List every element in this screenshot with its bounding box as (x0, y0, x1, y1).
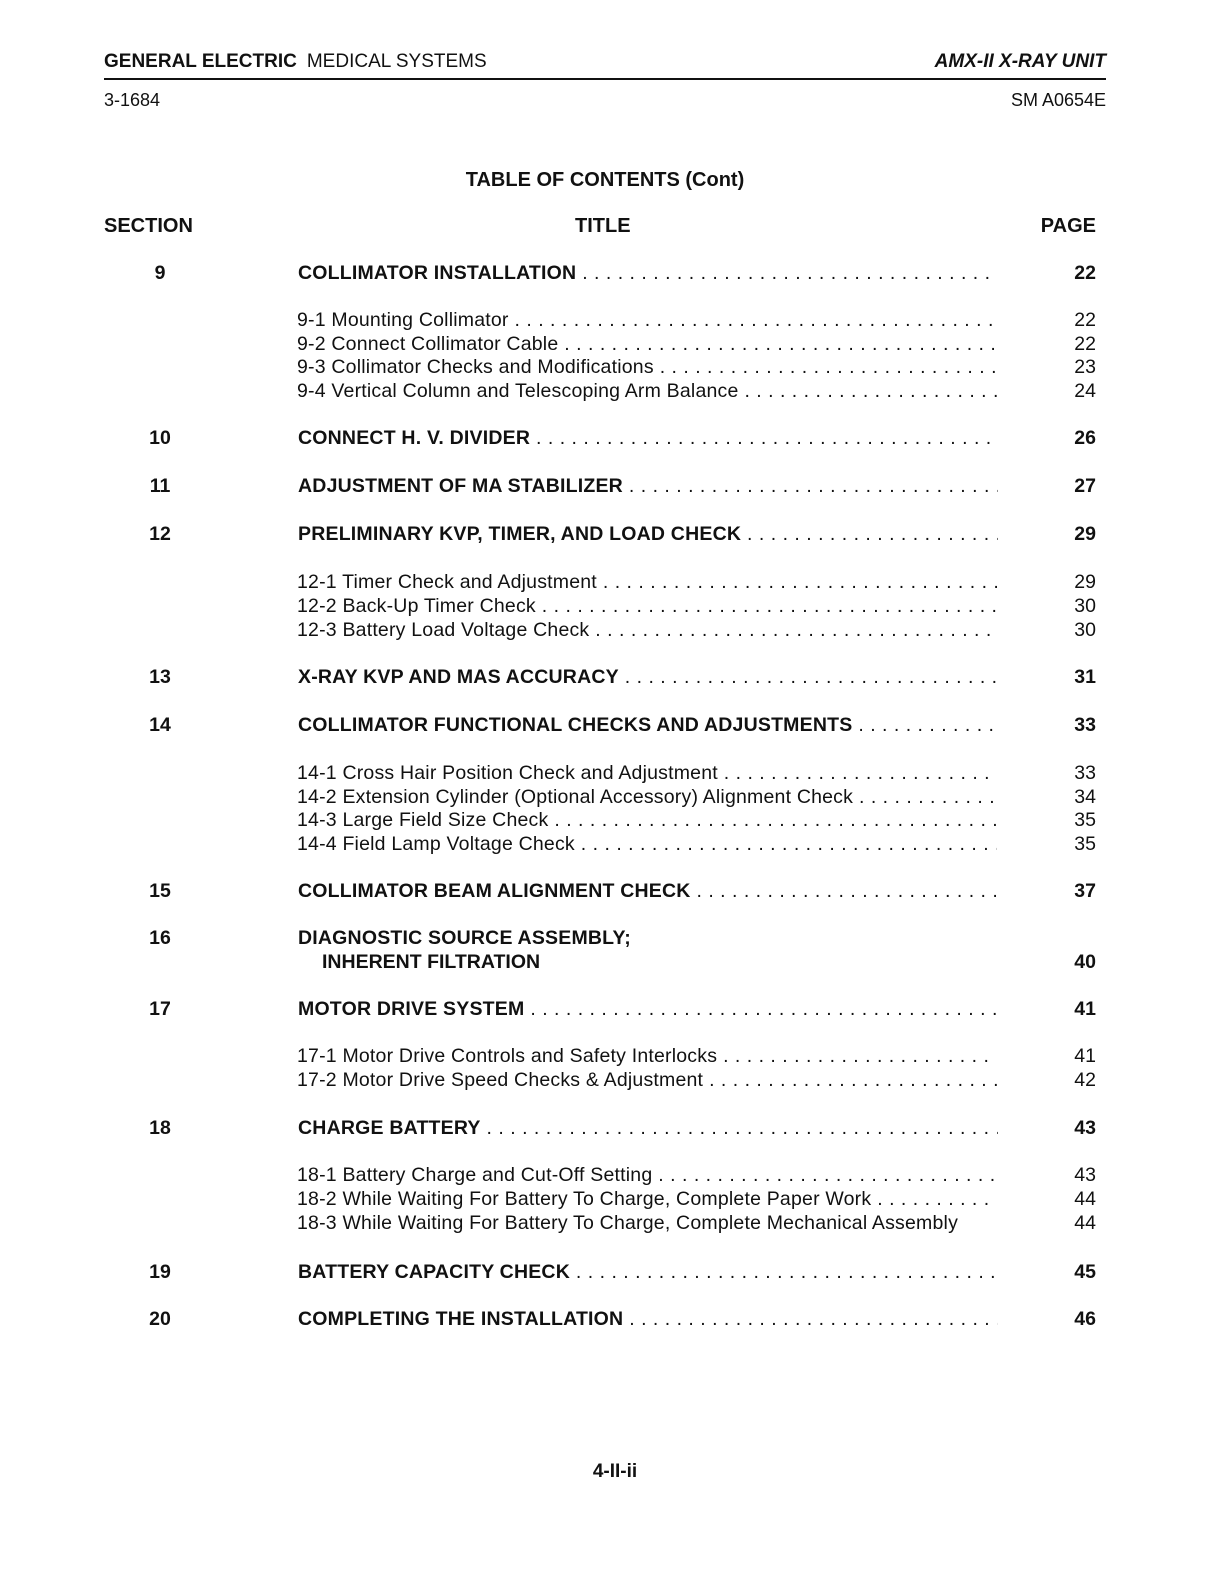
toc-section-row[interactable] (0, 880, 1224, 904)
section-number: 11 (149, 475, 171, 497)
subsection-title: 14-1 Cross Hair Position Check and Adjustment . . . (297, 762, 997, 784)
subsection-title: 18-3 While Waiting For Battery To Charge, Complete Mechanical Assembly (297, 1212, 959, 1234)
subsection-title: 17-1 Motor Drive Controls and Safety Interlocks . . . (297, 1045, 997, 1067)
toc-section-row[interactable] (0, 427, 1224, 451)
section-title: MOTOR DRIVE SYSTEM . . . (298, 998, 998, 1020)
section-number: 13 (149, 666, 171, 688)
page-number: 34 (1074, 786, 1096, 808)
page-number: 26 (1074, 427, 1096, 449)
page-number: 33 (1074, 714, 1096, 736)
toc-subsection-row[interactable] (0, 786, 1224, 810)
toc-section-row[interactable] (0, 1308, 1224, 1332)
doc-number: 3-1684 (104, 90, 161, 110)
section-number: 12 (149, 523, 171, 545)
page-number: 45 (1074, 1261, 1096, 1283)
page-number: 30 (1074, 619, 1096, 641)
product-name: AMX-II X-RAY UNIT (934, 51, 1106, 72)
toc-section-row[interactable] (0, 998, 1224, 1022)
section-number: 10 (149, 427, 171, 449)
toc-section-row[interactable] (0, 1261, 1224, 1285)
page-number: 23 (1074, 356, 1096, 378)
toc-title: TABLE OF CONTENTS (Cont) (465, 169, 745, 191)
section-title: COLLIMATOR FUNCTIONAL CHECKS AND ADJUSTMENTS . . . (298, 714, 998, 736)
toc-section-row[interactable] (0, 262, 1224, 286)
toc-subsection-row[interactable] (0, 762, 1224, 786)
header-company (104, 51, 487, 73)
subsection-title: 9-1 Mounting Collimator . . . (297, 309, 997, 331)
section-title: ADJUSTMENT OF MA STABILIZER . . . (298, 475, 998, 497)
toc-subsection-row[interactable] (0, 309, 1224, 333)
section-title: COLLIMATOR INSTALLATION . . . (298, 262, 998, 284)
subsection-title: 14-2 Extension Cylinder (Optional Accessory) Alignment Check . . . (297, 786, 997, 808)
section-number: 19 (149, 1261, 171, 1283)
subsection-title: 18-1 Battery Charge and Cut-Off Setting . . . (297, 1164, 997, 1186)
subsection-title: 14-4 Field Lamp Voltage Check . . . (297, 833, 997, 855)
subsection-title: 12-2 Back-Up Timer Check . . . (297, 595, 997, 617)
subsection-title: 9-4 Vertical Column and Telescoping Arm Balance . . . (297, 380, 997, 402)
section-title: X-RAY KVP AND MAS ACCURACY . . . (298, 666, 998, 688)
page-number: 22 (1074, 309, 1096, 331)
sm-number: SM A0654E (1010, 90, 1106, 110)
header-rule (104, 78, 1106, 80)
toc-section-row[interactable] (0, 927, 1224, 977)
page-number: 30 (1074, 595, 1096, 617)
toc-subsection-row[interactable] (0, 1164, 1224, 1188)
toc-section-row[interactable] (0, 714, 1224, 738)
subsection-title: 12-1 Timer Check and Adjustment . . . (297, 571, 997, 593)
page-number: 33 (1074, 762, 1096, 784)
subsection-title: 9-2 Connect Collimator Cable . . . (297, 333, 997, 355)
page-number: 41 (1074, 1045, 1096, 1067)
section-number: 16 (149, 927, 171, 949)
section-title: COMPLETING THE INSTALLATION . . . (298, 1308, 998, 1330)
page-number: 27 (1074, 475, 1096, 497)
page-number: 22 (1074, 333, 1096, 355)
page-number: 24 (1074, 380, 1096, 402)
toc-subsection-row[interactable] (0, 380, 1224, 404)
page-number: 35 (1074, 809, 1096, 831)
toc-subsection-row[interactable] (0, 1212, 1224, 1236)
page-number: 35 (1074, 833, 1096, 855)
toc-section-row[interactable] (0, 666, 1224, 690)
page-number: 43 (1074, 1117, 1096, 1139)
subsection-title: 14-3 Large Field Size Check . . . (297, 809, 997, 831)
page-number: 29 (1074, 571, 1096, 593)
page-number: 22 (1074, 262, 1096, 284)
page-number: 37 (1074, 880, 1096, 902)
toc-subsection-row[interactable] (0, 619, 1224, 643)
toc-subsection-row[interactable] (0, 595, 1224, 619)
toc-subsection-row[interactable] (0, 571, 1224, 595)
column-header-title: TITLE (575, 215, 631, 237)
section-title: COLLIMATOR BEAM ALIGNMENT CHECK . . . (298, 880, 998, 902)
toc-subsection-row[interactable] (0, 809, 1224, 833)
section-number: 18 (149, 1117, 171, 1139)
column-header-page: PAGE (1040, 215, 1096, 237)
page-number: 29 (1074, 523, 1096, 545)
section-number: 17 (149, 998, 171, 1020)
section-title: CONNECT H. V. DIVIDER . . . (298, 427, 998, 449)
toc-subsection-row[interactable] (0, 356, 1224, 380)
section-number: 20 (149, 1308, 171, 1330)
subsection-title: 12-3 Battery Load Voltage Check . . . (297, 619, 997, 641)
page-number: 42 (1074, 1069, 1096, 1091)
page-number: 43 (1074, 1164, 1096, 1186)
subsection-title: 18-2 While Waiting For Battery To Charge, Complete Paper Work . . . (297, 1188, 997, 1210)
toc-subsection-row[interactable] (0, 1069, 1224, 1093)
subsection-title: 17-2 Motor Drive Speed Checks & Adjustment . . . (297, 1069, 997, 1091)
page-number: 46 (1074, 1308, 1096, 1330)
toc-subsection-row[interactable] (0, 1188, 1224, 1212)
toc-section-row[interactable] (0, 1117, 1224, 1141)
section-number: 14 (149, 714, 171, 736)
company-name: GENERAL ELECTRIC (104, 51, 297, 72)
page-number: 41 (1074, 998, 1096, 1020)
section-title: DIAGNOSTIC SOURCE ASSEMBLY; (298, 927, 631, 949)
section-number: 15 (149, 880, 171, 902)
toc-subsection-row[interactable] (0, 333, 1224, 357)
toc-section-row[interactable] (0, 523, 1224, 547)
footer-page-number: 4-II-ii (592, 1461, 638, 1482)
toc-subsection-row[interactable] (0, 833, 1224, 857)
column-header-section: SECTION (104, 215, 193, 237)
toc-section-row[interactable] (0, 475, 1224, 499)
page-number: 40 (1074, 951, 1096, 973)
page-number: 44 (1074, 1212, 1096, 1234)
section-title: BATTERY CAPACITY CHECK . . . (298, 1261, 998, 1283)
section-number: 9 (154, 262, 166, 284)
toc-subsection-row[interactable] (0, 1045, 1224, 1069)
division-name: MEDICAL SYSTEMS (306, 51, 487, 72)
page-number: 44 (1074, 1188, 1096, 1210)
page-number: 31 (1074, 666, 1096, 688)
section-title: PRELIMINARY KVP, TIMER, AND LOAD CHECK . . . (298, 523, 998, 545)
section-title-continued: INHERENT FILTRATION (322, 951, 541, 973)
subsection-title: 9-3 Collimator Checks and Modifications . . . (297, 356, 997, 378)
section-title: CHARGE BATTERY . . . (298, 1117, 998, 1139)
